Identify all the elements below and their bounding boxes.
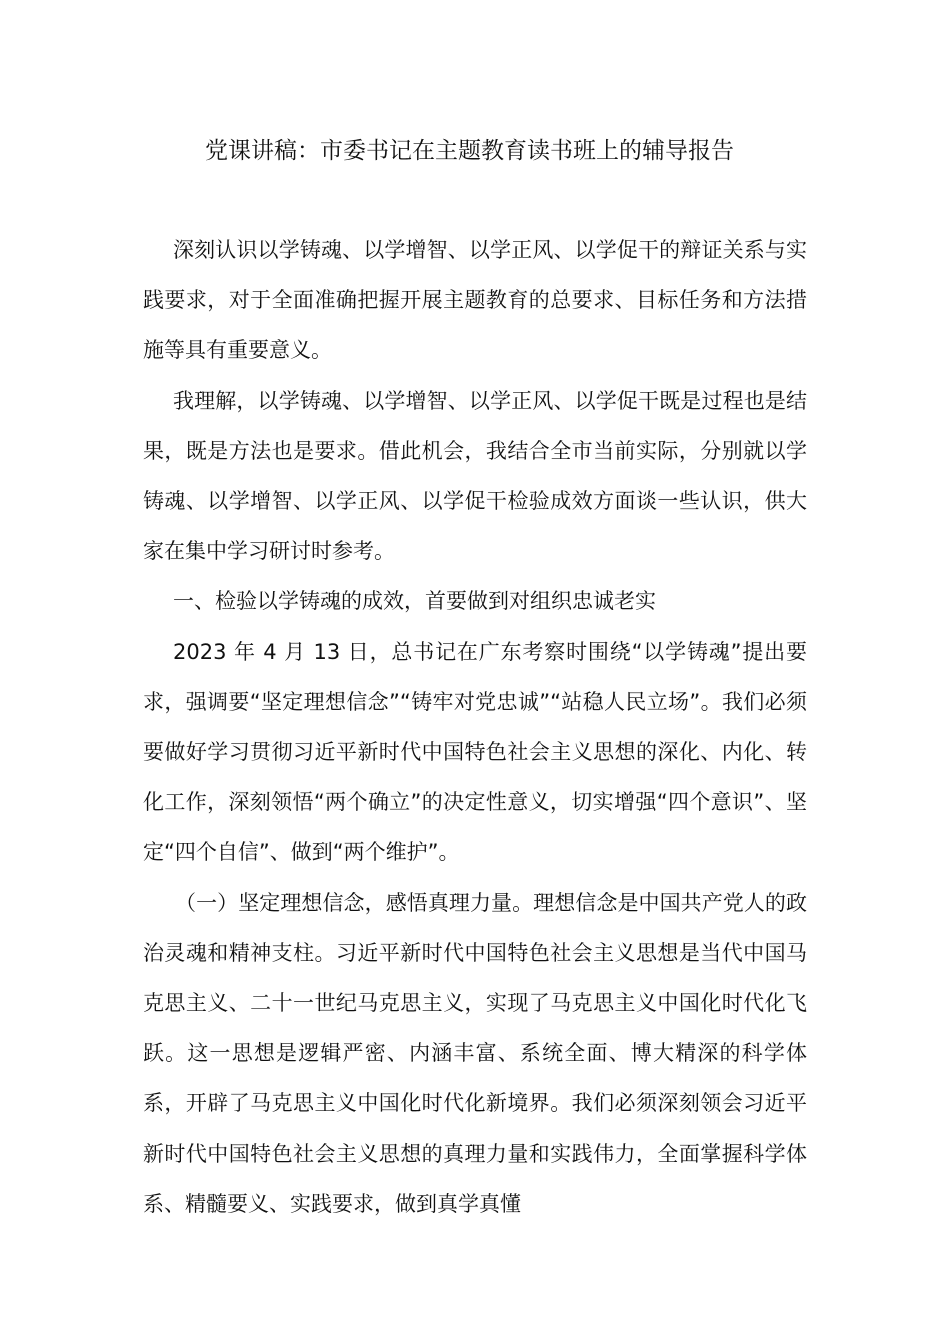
document-title: 党课讲稿：市委书记在主题教育读书班上的辅导报告	[205, 138, 734, 164]
paragraph-subsection-1: （一）坚定理想信念，感悟真理力量。理想信念是中国共产党人的政治灵魂和精神支柱。习近平新时代中国特色社会主义思想是当代中国马克思主义、二十一世纪马克思主义，实现了马克思主义中国化时代化飞跃。这一思想是逻辑严密、内涵丰富、系统全面、博大精深的科学体系，开辟了马克思主义中国化时代化新境界。我们必须深刻领会习近平新时代中国特色社会主义思想的真理力量和实践伟力，全面掌握科学体系、精髓要义、实践要求，做到真学真懂	[143, 890, 807, 1216]
paragraph-intro: 深刻认识以学铸魂、以学增智、以学正风、以学促干的辩证关系与实践要求，对于全面准确把握开展主题教育的总要求、目标任务和方法措施等具有重要意义。	[143, 238, 807, 363]
section-heading-1: 一、检验以学铸魂的成效，首要做到对组织忠诚老实	[173, 589, 656, 614]
document-body	[143, 225, 807, 1229]
paragraph-understanding: 我理解，以学铸魂、以学增智、以学正风、以学促干既是过程也是结果，既是方法也是要求。借此机会，我结合全市当前实际，分别就以学铸魂、以学增智、以学正风、以学促干检验成效方面谈一些认识，供大家在集中学习研讨时参考。	[143, 388, 807, 564]
paragraph-guangdong: 2023 年 4 月 13 日，总书记在广东考察时围绕“以学铸魂”提出要求，强调要“坚定理想信念”“铸牢对党忠诚”“站稳人民立场”。我们必须要做好学习贯彻习近平新时代中国特色社会主义思想的深化、内化、转化工作，深刻领悟“两个确立”的决定性意义，切实增强“四个意识”、坚定“四个自信”、做到“两个维护”。	[143, 639, 807, 865]
